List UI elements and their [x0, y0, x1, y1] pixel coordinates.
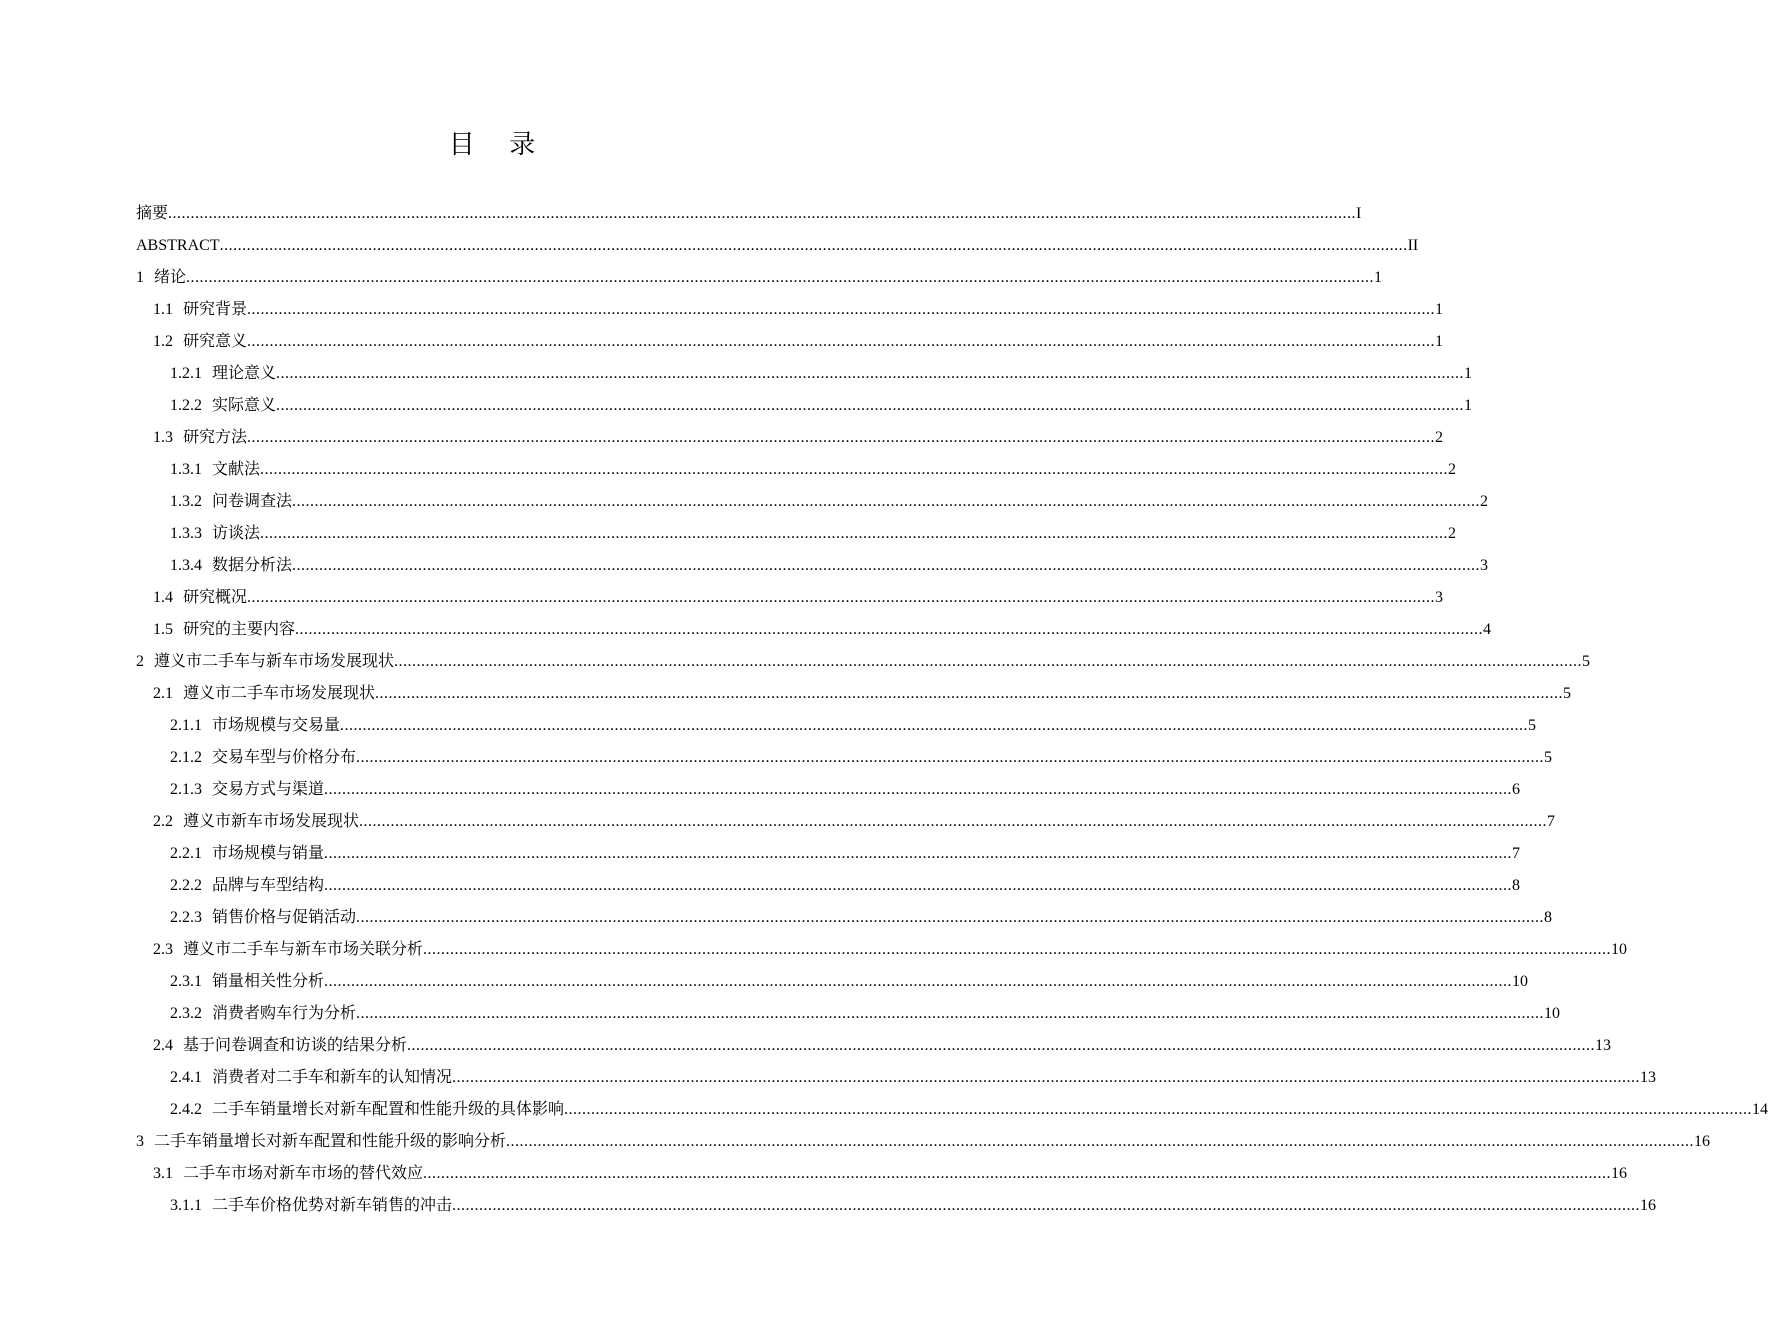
toc-entry-number: 1.3.2: [170, 493, 202, 510]
toc-entry-page: 16: [1640, 1197, 1657, 1214]
toc-dot-leader: ........................................................................................................................................................................................................................................................................: [247, 429, 1436, 446]
toc-dot-leader: ........................................................................................................................................................................................................................................................................: [324, 781, 1513, 798]
toc-dot-leader: ........................................................................................................................................................................................................................................................................: [247, 333, 1436, 350]
toc-entry: [136, 198, 1362, 230]
toc-entry-page: II: [1407, 237, 1419, 254]
toc-entry-title: 二手车销量增长对新车配置和性能升级的具体影响: [212, 1101, 565, 1118]
toc-dot-leader: ........................................................................................................................................................................................................................................................................: [452, 1197, 1641, 1214]
toc-entry-number: 2.2.2: [170, 877, 202, 894]
toc-entry-number: 1.3.1: [170, 461, 202, 478]
toc-entry-title: 访谈法: [212, 525, 261, 542]
toc-entry-page: I: [1356, 205, 1362, 222]
toc-dot-leader: ........................................................................................................................................................................................................................................................................: [564, 1101, 1753, 1118]
toc-entry-title: 研究的主要内容: [183, 621, 296, 638]
toc-dot-leader: ........................................................................................................................................................................................................................................................................: [168, 205, 1357, 222]
toc-entry-page: 3: [1435, 589, 1444, 606]
toc-entry-page: 2: [1435, 429, 1444, 446]
toc-dot-leader: ........................................................................................................................................................................................................................................................................: [356, 909, 1545, 926]
toc-entry: [136, 390, 1473, 422]
toc-entry-title: 二手车价格优势对新车销售的冲击: [212, 1197, 453, 1214]
toc-entry: [136, 934, 1628, 966]
toc-entry-page: 1: [1435, 301, 1444, 318]
toc-entry-title: 研究意义: [183, 333, 248, 350]
toc-entry-number: 2.3: [153, 941, 173, 958]
toc-entry: [136, 1158, 1628, 1190]
toc-entry-title: 市场规模与销量: [212, 845, 325, 862]
toc-dot-leader: ........................................................................................................................................................................................................................................................................: [340, 717, 1529, 734]
toc-entry-number: 2.1.2: [170, 749, 202, 766]
toc-entry-title: 文献法: [212, 461, 261, 478]
toc-entry-number: 2.4: [153, 1037, 173, 1054]
toc-entry: [136, 614, 1492, 646]
toc-dot-leader: ........................................................................................................................................................................................................................................................................: [506, 1133, 1695, 1150]
toc-entry-page: 2: [1448, 525, 1457, 542]
toc-entry-number: 2.1: [153, 685, 173, 702]
toc-entry-title: 问卷调查法: [212, 493, 293, 510]
toc-entry-number: 2.2: [153, 813, 173, 830]
toc-entry-page: 8: [1512, 877, 1521, 894]
toc-entry-number: 1.1: [153, 301, 173, 318]
toc-entry-title: 研究方法: [183, 429, 248, 446]
toc-dot-leader: ........................................................................................................................................................................................................................................................................: [359, 813, 1548, 830]
toc-entry: [136, 582, 1444, 614]
toc-entry-page: 2: [1480, 493, 1489, 510]
toc-entry-page: 10: [1544, 1005, 1561, 1022]
toc-entry: [136, 1030, 1612, 1062]
toc-entry: [136, 806, 1556, 838]
toc-entry-number: 1.3.3: [170, 525, 202, 542]
toc-entry-number: 2.2.1: [170, 845, 202, 862]
toc-dot-leader: ........................................................................................................................................................................................................................................................................: [324, 973, 1513, 990]
toc-dot-leader: ........................................................................................................................................................................................................................................................................: [324, 877, 1513, 894]
toc-entry-title: 绪论: [154, 269, 187, 286]
toc-dot-leader: ........................................................................................................................................................................................................................................................................: [295, 621, 1484, 638]
toc-entry-title: 研究概况: [183, 589, 248, 606]
toc-entry: [136, 1190, 1657, 1222]
toc-entry-number: 1.5: [153, 621, 173, 638]
toc-dot-leader: ........................................................................................................................................................................................................................................................................: [292, 493, 1481, 510]
toc-dot-leader: ........................................................................................................................................................................................................................................................................: [247, 301, 1436, 318]
toc-dot-leader: ........................................................................................................................................................................................................................................................................: [356, 1005, 1545, 1022]
toc-entry-title: 遵义市二手车市场发展现状: [183, 685, 376, 702]
toc-entry-number: 3: [136, 1133, 144, 1150]
toc-entry-number: 1.3.4: [170, 557, 202, 574]
toc-dot-leader: ........................................................................................................................................................................................................................................................................: [260, 525, 1449, 542]
toc-entry-title: 数据分析法: [212, 557, 293, 574]
toc-entry: [136, 678, 1572, 710]
toc-entry-title: 遵义市二手车与新车市场发展现状: [154, 653, 395, 670]
toc-entry-page: 6: [1512, 781, 1521, 798]
toc-entry-title: 二手车销量增长对新车配置和性能升级的影响分析: [154, 1133, 507, 1150]
toc-entry-title: 研究背景: [183, 301, 248, 318]
toc-entry-page: 1: [1464, 397, 1473, 414]
toc-entry-title: 市场规模与交易量: [212, 717, 341, 734]
toc-entry-page: 5: [1544, 749, 1553, 766]
toc-entry: [136, 294, 1444, 326]
toc-entry: [136, 870, 1521, 902]
toc-dot-leader: ........................................................................................................................................................................................................................................................................: [423, 1165, 1612, 1182]
toc-entry-page: 16: [1694, 1133, 1711, 1150]
toc-list: [136, 198, 1768, 1222]
toc-entry-title: 交易方式与渠道: [212, 781, 325, 798]
toc-entry-number: 1.2: [153, 333, 173, 350]
toc-dot-leader: ........................................................................................................................................................................................................................................................................: [260, 461, 1449, 478]
toc-entry-title: 消费者对二手车和新车的认知情况: [212, 1069, 453, 1086]
toc-entry: [136, 710, 1537, 742]
toc-dot-leader: ........................................................................................................................................................................................................................................................................: [219, 237, 1408, 254]
toc-entry-number: 2.1.3: [170, 781, 202, 798]
toc-entry-page: 5: [1528, 717, 1537, 734]
toc-entry-number: 3.1: [153, 1165, 173, 1182]
toc-entry: [136, 422, 1444, 454]
toc-dot-leader: ........................................................................................................................................................................................................................................................................: [292, 557, 1481, 574]
toc-entry-title: 实际意义: [212, 397, 277, 414]
toc-dot-leader: ........................................................................................................................................................................................................................................................................: [407, 1037, 1596, 1054]
toc-entry: [136, 998, 1561, 1030]
toc-entry-page: 2: [1448, 461, 1457, 478]
toc-dot-leader: ........................................................................................................................................................................................................................................................................: [394, 653, 1583, 670]
toc-entry: [136, 486, 1489, 518]
toc-dot-leader: ........................................................................................................................................................................................................................................................................: [276, 397, 1465, 414]
toc-entry: [136, 326, 1444, 358]
toc-entry-number: 3.1.1: [170, 1197, 202, 1214]
toc-entry-number: 1.3: [153, 429, 173, 446]
toc-entry: [136, 838, 1521, 870]
toc-entry-number: 1.4: [153, 589, 173, 606]
toc-entry: [136, 774, 1521, 806]
toc-dot-leader: ........................................................................................................................................................................................................................................................................: [356, 749, 1545, 766]
toc-entry-page: 7: [1547, 813, 1556, 830]
toc-entry: [136, 646, 1591, 678]
toc-entry-page: 3: [1480, 557, 1489, 574]
toc-entry: [136, 262, 1383, 294]
toc-entry-page: 1: [1374, 269, 1383, 286]
toc-dot-leader: ........................................................................................................................................................................................................................................................................: [452, 1069, 1641, 1086]
toc-entry-page: 8: [1544, 909, 1553, 926]
toc-entry: [136, 230, 1419, 262]
toc-entry-page: 5: [1582, 653, 1591, 670]
toc-entry-page: 5: [1563, 685, 1572, 702]
toc-entry-number: 2: [136, 653, 144, 670]
toc-entry-page: 4: [1483, 621, 1492, 638]
toc-entry-title: 基于问卷调查和访谈的结果分析: [183, 1037, 408, 1054]
toc-entry: [136, 742, 1553, 774]
toc-entry-title: 销售价格与促销活动: [212, 909, 357, 926]
toc-entry-title: ABSTRACT: [136, 237, 220, 254]
toc-entry: [136, 1126, 1711, 1158]
toc-entry-number: 1: [136, 269, 144, 286]
toc-entry-number: 2.1.1: [170, 717, 202, 734]
toc-entry: [136, 454, 1457, 486]
toc-title: 目 录: [448, 130, 550, 159]
toc-entry-title: 消费者购车行为分析: [212, 1005, 357, 1022]
toc-entry-page: 14: [1752, 1101, 1768, 1118]
toc-dot-leader: ........................................................................................................................................................................................................................................................................: [375, 685, 1564, 702]
toc-dot-leader: ........................................................................................................................................................................................................................................................................: [324, 845, 1513, 862]
toc-entry-page: 1: [1464, 365, 1473, 382]
toc-entry-title: 销量相关性分析: [212, 973, 325, 990]
toc-entry-page: 10: [1512, 973, 1529, 990]
toc-dot-leader: ........................................................................................................................................................................................................................................................................: [423, 941, 1612, 958]
toc-entry: [136, 518, 1457, 550]
toc-entry-number: 2.3.2: [170, 1005, 202, 1022]
toc-entry-title: 品牌与车型结构: [212, 877, 325, 894]
toc-entry-page: 10: [1611, 941, 1628, 958]
toc-entry-number: 2.4.1: [170, 1069, 202, 1086]
toc-entry-page: 7: [1512, 845, 1521, 862]
toc-dot-leader: ........................................................................................................................................................................................................................................................................: [186, 269, 1375, 286]
toc-entry-title: 交易车型与价格分布: [212, 749, 357, 766]
toc-entry-page: 13: [1640, 1069, 1657, 1086]
toc-entry: [136, 902, 1553, 934]
toc-entry-title: 二手车市场对新车市场的替代效应: [183, 1165, 424, 1182]
toc-entry-number: 2.3.1: [170, 973, 202, 990]
toc-entry-number: 2.2.3: [170, 909, 202, 926]
toc-entry-number: 1.2.2: [170, 397, 202, 414]
toc-entry-title: 理论意义: [212, 365, 277, 382]
toc-entry-page: 16: [1611, 1165, 1628, 1182]
toc-entry-number: 1.2.1: [170, 365, 202, 382]
toc-entry: [136, 358, 1473, 390]
toc-entry-number: 2.4.2: [170, 1101, 202, 1118]
toc-entry-title: 遵义市二手车与新车市场关联分析: [183, 941, 424, 958]
toc-entry-title: 遵义市新车市场发展现状: [183, 813, 360, 830]
toc-dot-leader: ........................................................................................................................................................................................................................................................................: [276, 365, 1465, 382]
toc-entry: [136, 1094, 1768, 1126]
toc-entry: [136, 550, 1489, 582]
toc-entry-title: 摘要: [136, 205, 169, 222]
toc-dot-leader: ........................................................................................................................................................................................................................................................................: [247, 589, 1436, 606]
toc-entry: [136, 1062, 1657, 1094]
toc-entry-page: 13: [1595, 1037, 1612, 1054]
toc-entry: [136, 966, 1529, 998]
toc-entry-page: 1: [1435, 333, 1444, 350]
